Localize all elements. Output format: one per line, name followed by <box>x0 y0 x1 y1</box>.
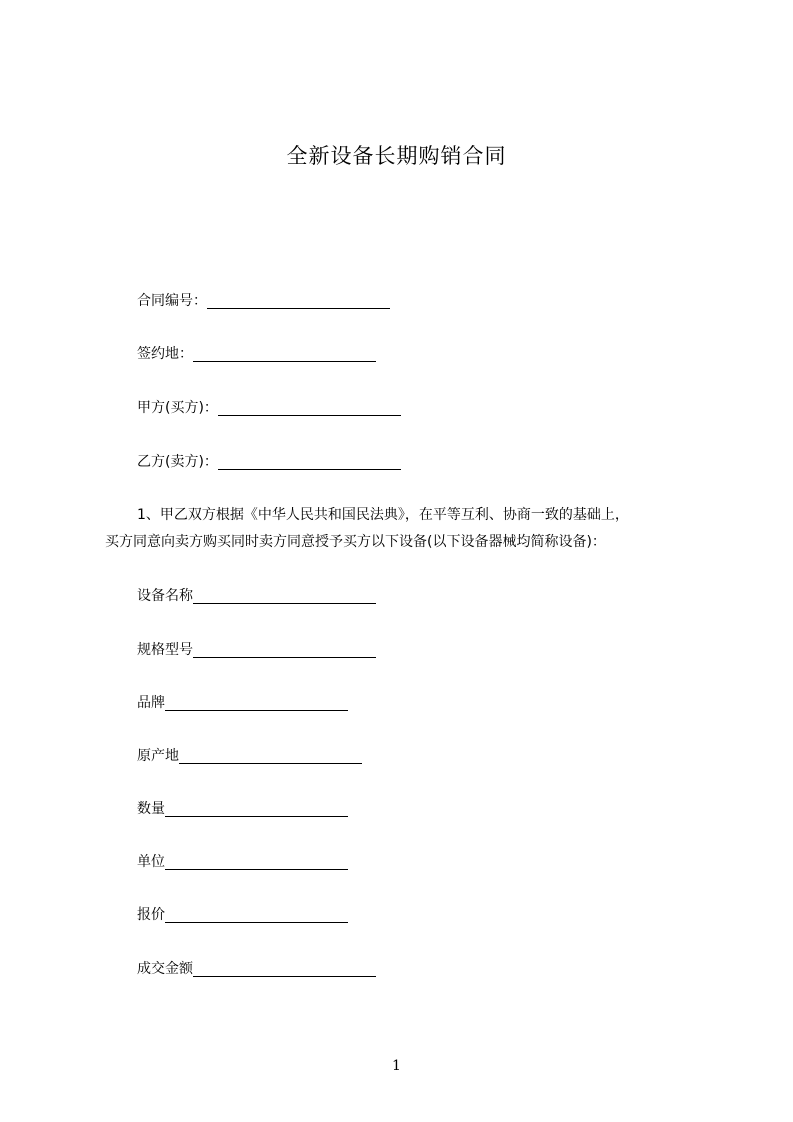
equipment-name-field <box>137 586 376 606</box>
clause-1-line-2 <box>105 532 705 552</box>
equipment-name-blank <box>193 589 376 604</box>
party-b-field <box>137 452 401 472</box>
party-a-blank <box>218 401 401 416</box>
unit-label: 单位 <box>137 854 165 870</box>
clause-1-line-1 <box>105 505 705 525</box>
origin-blank <box>179 749 362 764</box>
equipment-name-label: 设备名称 <box>137 588 193 604</box>
origin-label: 原产地 <box>137 748 179 764</box>
brand-field <box>137 693 348 713</box>
quote-field <box>137 905 348 925</box>
contract-number-field <box>137 291 390 311</box>
brand-label: 品牌 <box>137 695 165 711</box>
origin-field <box>137 746 362 766</box>
deal-amount-field <box>137 959 376 979</box>
model-field <box>137 640 376 660</box>
party-b-blank <box>218 455 401 470</box>
signing-place-blank <box>193 347 376 362</box>
clause-1-text-1: 1、甲乙双方根据《中华人民共和国民法典》，在平等互利、协商一致的基础上， <box>137 507 629 523</box>
quantity-blank <box>165 802 348 817</box>
quote-label: 报价 <box>137 907 165 923</box>
contract-number-label: 合同编号： <box>137 293 207 309</box>
party-b-label: 乙方(卖方)： <box>137 454 218 470</box>
unit-field <box>137 852 348 872</box>
party-a-label: 甲方(买方)： <box>137 400 218 416</box>
deal-amount-label: 成交金额 <box>137 961 193 977</box>
signing-place-label: 签约地： <box>137 346 193 362</box>
party-a-field <box>137 398 401 418</box>
contract-number-blank <box>207 294 390 309</box>
quantity-label: 数量 <box>137 801 165 817</box>
deal-amount-blank <box>193 962 376 977</box>
clause-1-text-2: 买方同意向卖方购买同时卖方同意授予买方以下设备(以下设备器械均简称设备)： <box>105 534 606 550</box>
signing-place-field <box>137 344 376 364</box>
model-label: 规格型号 <box>137 642 193 658</box>
brand-blank <box>165 696 348 711</box>
page-number: 1 <box>392 1058 401 1074</box>
model-blank <box>193 643 376 658</box>
quote-blank <box>165 908 348 923</box>
document-title: 全新设备长期购销合同 <box>286 144 507 168</box>
unit-blank <box>165 855 348 870</box>
quantity-field <box>137 799 348 819</box>
